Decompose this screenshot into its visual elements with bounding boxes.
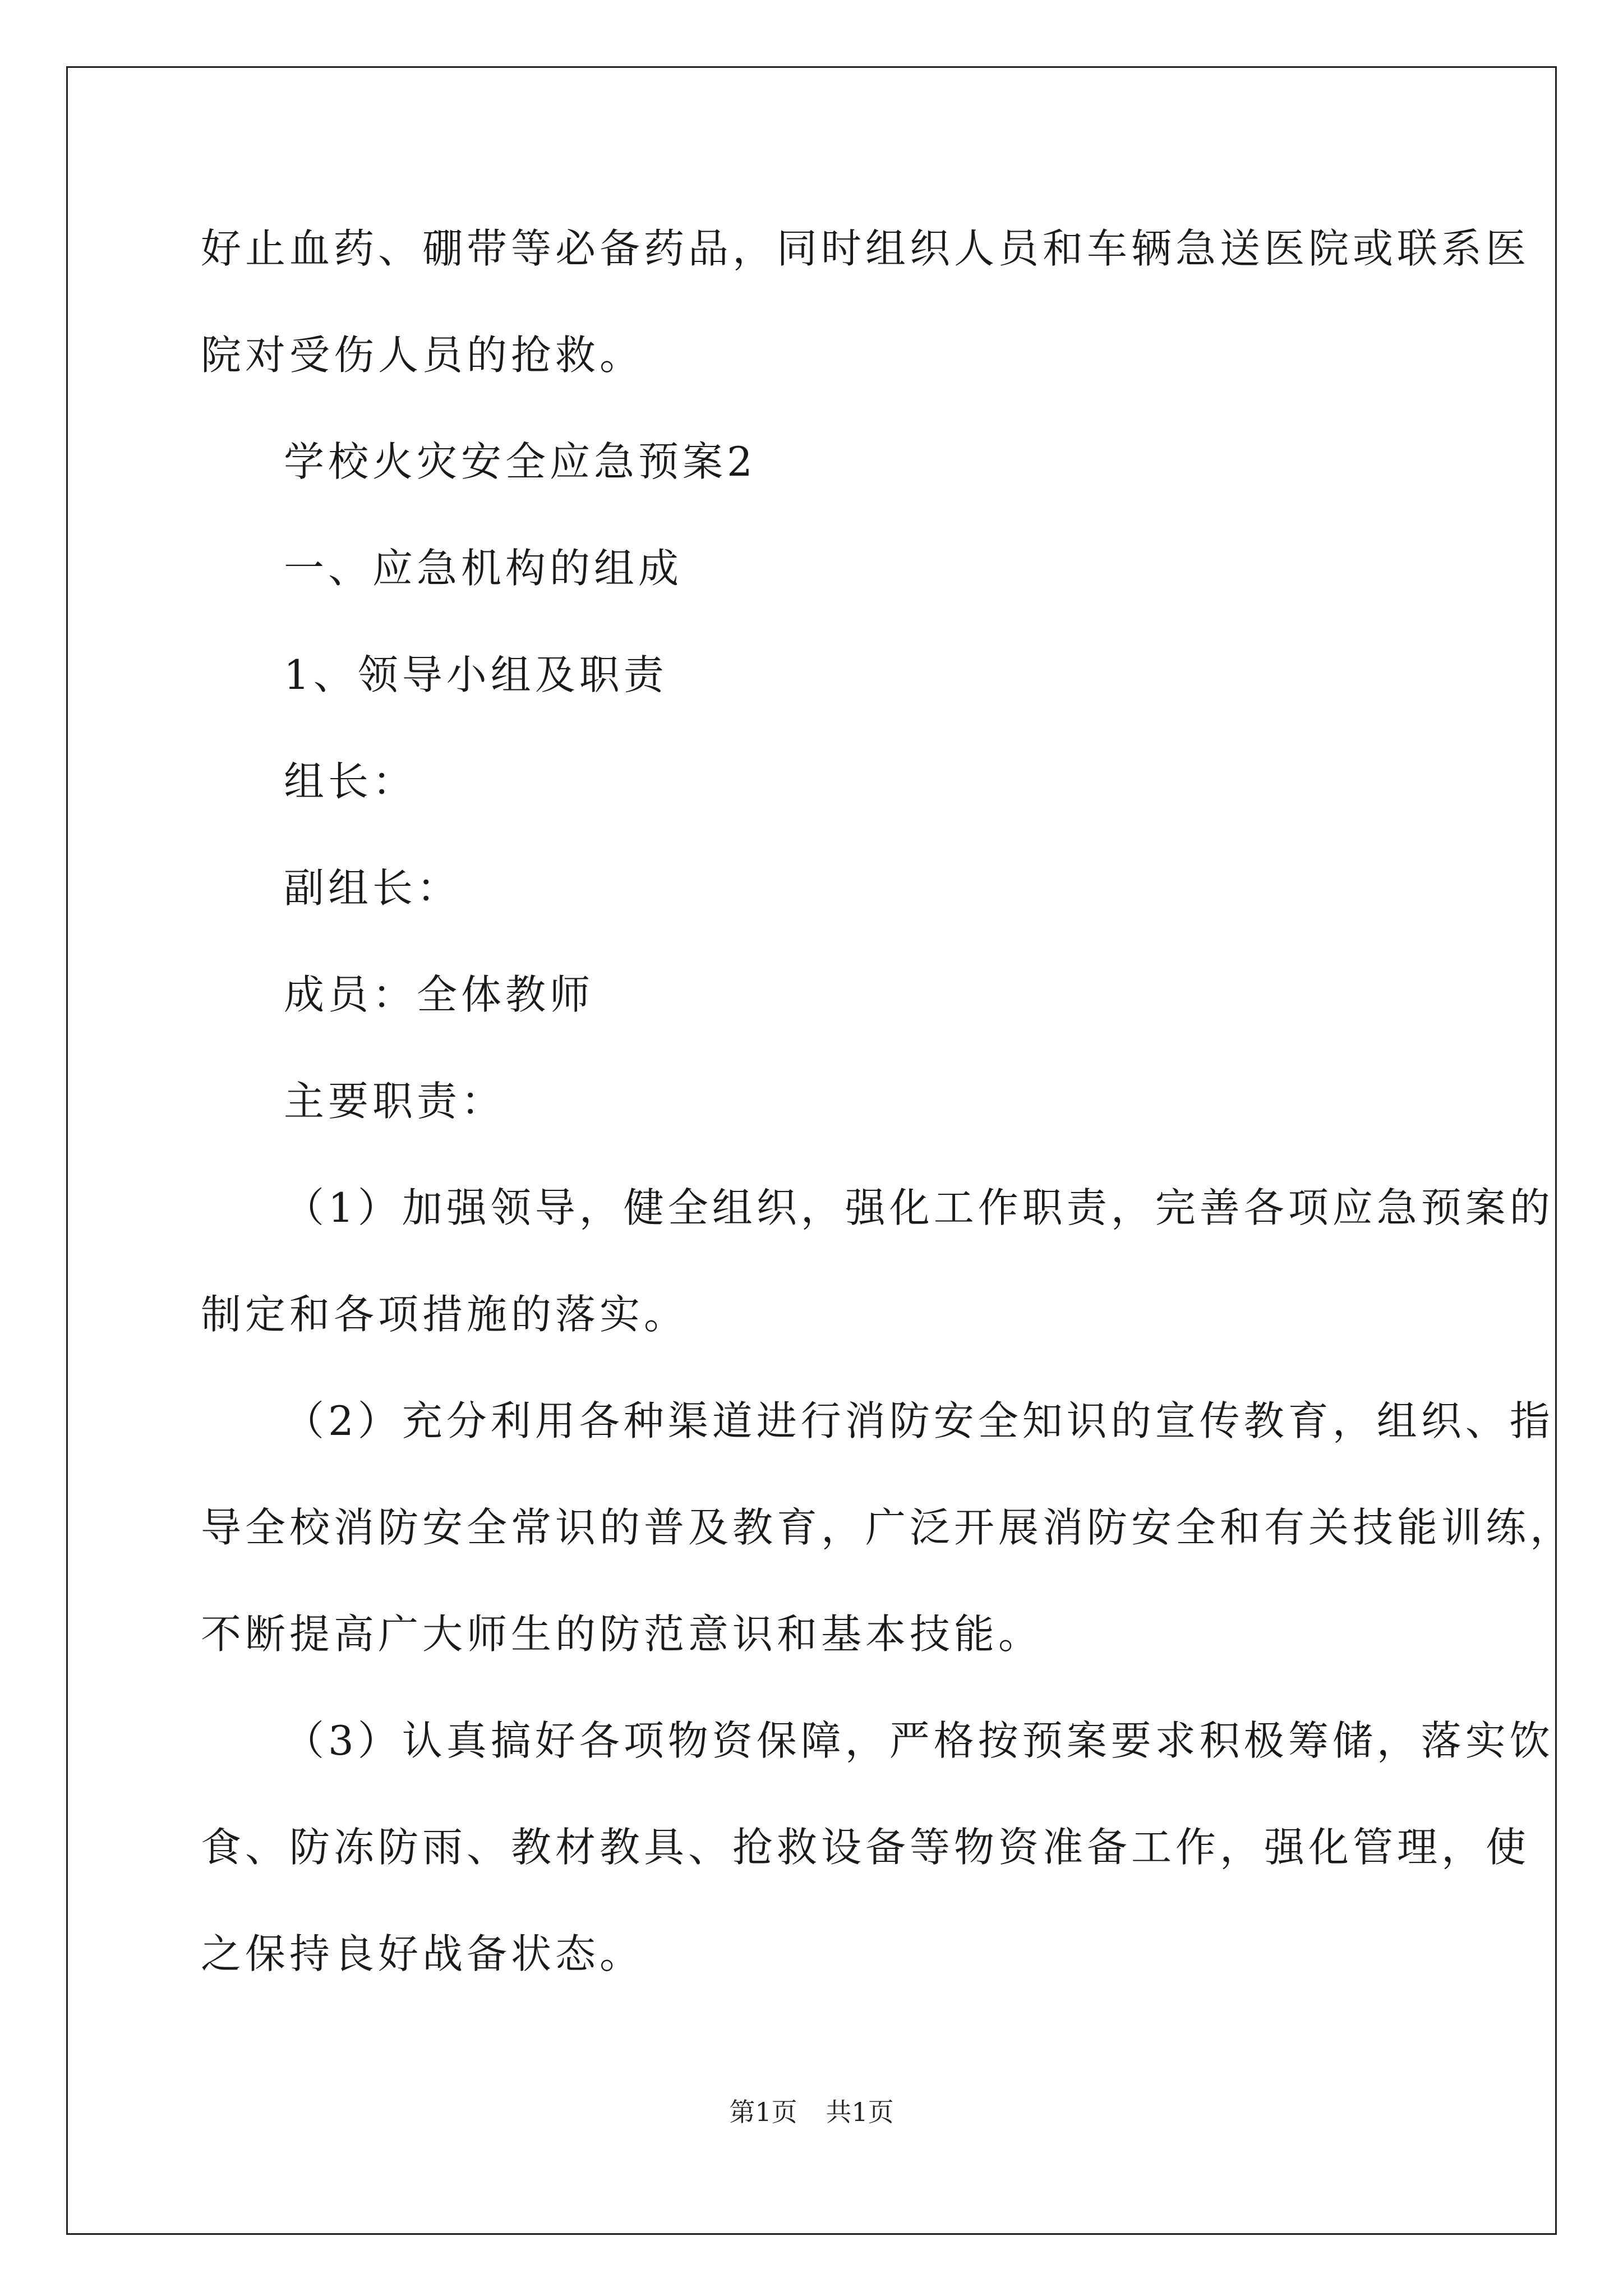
text-line: （1）加强领导，健全组织，强化工作职责，完善各项应急预案的 bbox=[284, 1184, 1554, 1231]
text-line: 成员：全体教师 bbox=[284, 971, 594, 1018]
page-total: 共1页 bbox=[826, 2097, 894, 2127]
text-line: 组长： bbox=[284, 758, 417, 805]
text-line: 制定和各项措施的落实。 bbox=[201, 1291, 689, 1338]
text-line: 1、领导小组及职责 bbox=[284, 651, 668, 698]
text-line: 院对受伤人员的抢救。 bbox=[201, 332, 644, 379]
text-line: 主要职责： bbox=[284, 1078, 506, 1125]
text-line: 好止血药、硼带等必备药品，同时组织人员和车辆急送医院或联系医 bbox=[201, 225, 1530, 272]
text-line: 之保持良好战备状态。 bbox=[201, 1930, 644, 1977]
text-line: 导全校消防安全常识的普及教育，广泛开展消防安全和有关技能训练， bbox=[201, 1504, 1575, 1551]
page-border bbox=[66, 66, 1557, 2235]
text-line: 食、防冻防雨、教材教具、抢救设备等物资准备工作，强化管理，使 bbox=[201, 1824, 1530, 1871]
page-footer bbox=[0, 2095, 1623, 2129]
text-line: 一、应急机构的组成 bbox=[284, 545, 683, 592]
text-line: 不断提高广大师生的防范意识和基本技能。 bbox=[201, 1611, 1043, 1658]
section-heading: 学校火灾安全应急预案2 bbox=[284, 438, 757, 485]
text-line: （2）充分利用各种渠道进行消防安全知识的宣传教育，组织、指 bbox=[284, 1397, 1554, 1444]
text-line: （3）认真搞好各项物资保障，严格按预案要求积极筹储，落实饮 bbox=[284, 1717, 1554, 1764]
page-number: 第1页 bbox=[729, 2097, 797, 2127]
text-line: 副组长： bbox=[284, 864, 462, 912]
